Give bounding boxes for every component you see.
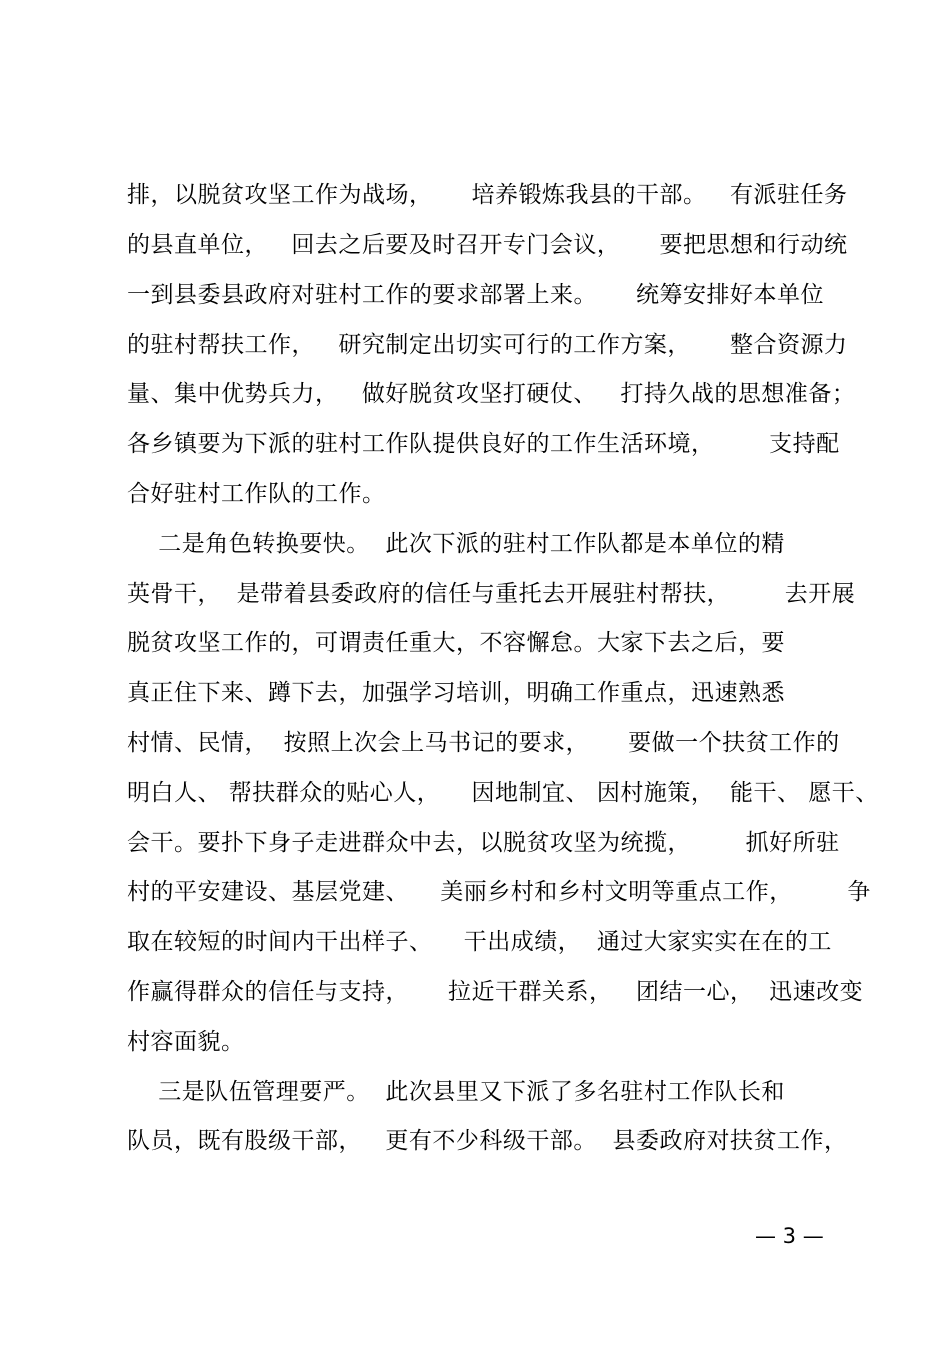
text-line: 排，以脱贫攻坚工作为战场， 培养锻炼我县的干部。 有派驻任务 <box>127 182 848 208</box>
text-line: 会干。要扑下身子走进群众中去，以脱贫攻坚为统揽， 抓好所驻 <box>127 830 840 856</box>
text-line: 一到县委县政府对驻村工作的要求部署上来。 统筹安排好本单位 <box>127 282 825 308</box>
text-line: 量、集中优势兵力， 做好脱贫攻坚打硬仗、 打持久战的思想准备； <box>127 381 856 407</box>
text-line: 三是队伍管理要严。 此次县里又下派了多名驻村工作队长和 <box>127 1079 785 1105</box>
text-line: 二是角色转换要快。 此次下派的驻村工作队都是本单位的精 <box>127 531 785 557</box>
text-line: 队员，既有股级干部， 更有不少科级干部。 县委政府对扶贫工作， <box>127 1128 848 1154</box>
page-number: — 3 — <box>755 1224 824 1248</box>
text-line: 明白人、 帮扶群众的贴心人， 因地制宜、 因村施策， 能干、 愿干、 <box>127 780 879 806</box>
text-line: 作赢得群众的信任与支持， 拉近干群关系， 团结一心， 迅速改变 <box>127 979 864 1005</box>
text-line: 合好驻村工作队的工作。 <box>127 481 386 507</box>
text-line: 各乡镇要为下派的驻村工作队提供良好的工作生活环境， 支持配 <box>127 431 840 457</box>
text-line: 的驻村帮扶工作， 研究制定出切实可行的工作方案， 整合资源力 <box>127 332 848 358</box>
text-line: 村情、民情， 按照上次会上马书记的要求， 要做一个扶贫工作的 <box>127 730 840 756</box>
text-line: 英骨干， 是带着县委政府的信任与重托去开展驻村帮扶， 去开展 <box>127 581 856 607</box>
text-line: 村容面貌。 <box>127 1029 245 1055</box>
text-line: 脱贫攻坚工作的，可谓责任重大，不容懈怠。大家下去之后，要 <box>127 630 785 656</box>
text-line: 的县直单位， 回去之后要及时召开专门会议， 要把思想和行动统 <box>127 232 848 258</box>
text-line: 村的平安建设、基层党建、 美丽乡村和乡村文明等重点工作， 争 <box>127 879 871 905</box>
text-line: 真正住下来、蹲下去，加强学习培训，明确工作重点，迅速熟悉 <box>127 680 785 706</box>
text-line: 取在较短的时间内干出样子、 干出成绩， 通过大家实实在在的工 <box>127 929 832 955</box>
